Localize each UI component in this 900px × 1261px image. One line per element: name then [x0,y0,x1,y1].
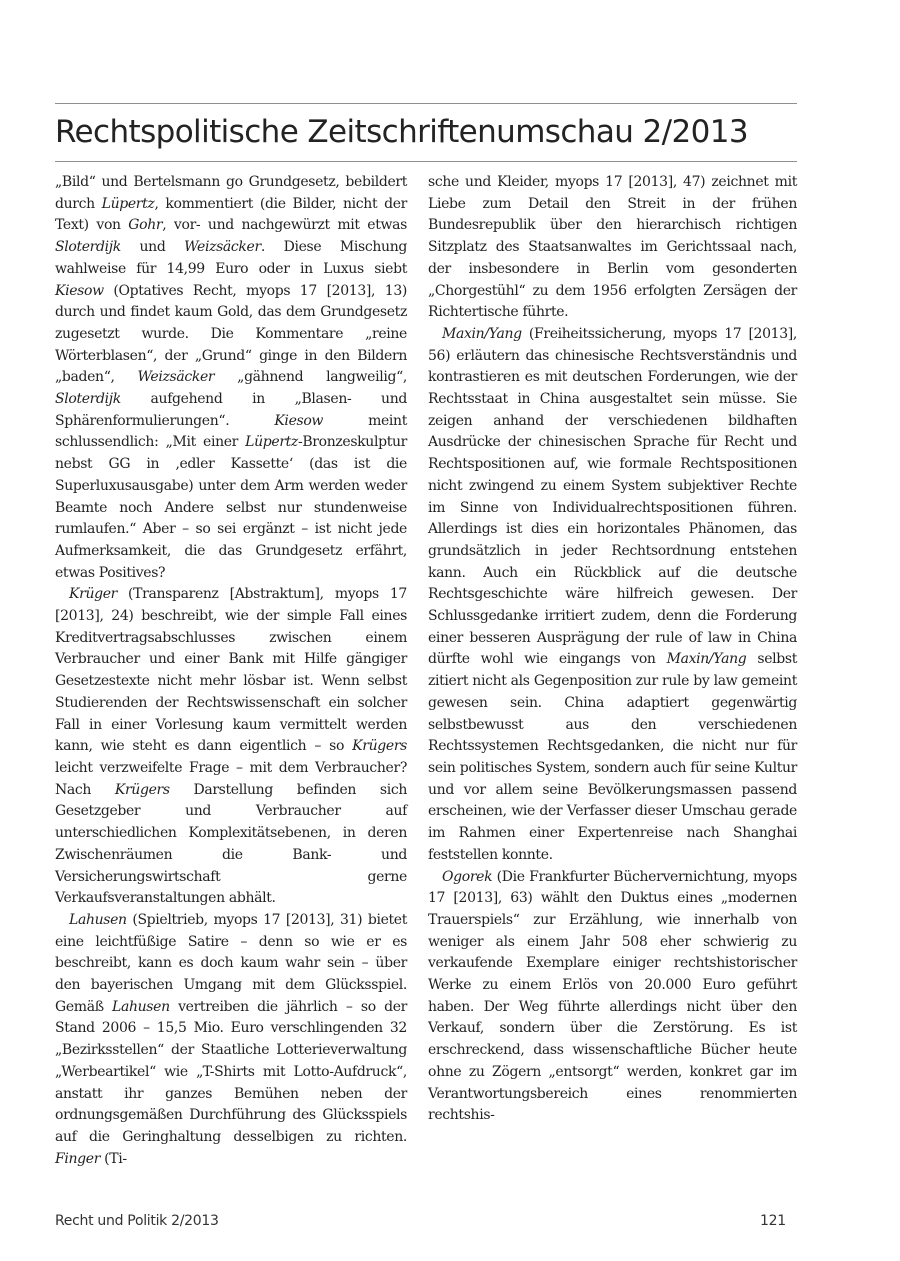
paragraph-lahusen: Lahusen (Spieltrieb, myops 17 [2013], 31) bietet eine leichtfüßige Satire – denn so wie er es beschreibt, kann es doch kaum wahr sein – über den bayerischen Umgang mit dem Glücksspiel. Gemäß Lahusen vertreiben die jährlich – so der Stand 2006 – 15,5 Mio. Euro verschlingenden 32 „Bezirksstellen“ der Staatliche Lotterieverwaltung „Werbeartikel“ wie „T-Shirts mit Lotto-Aufdruck“, anstatt ihr ganzes Bemühen neben der ordnungsgemäßen Durchführung des Glücksspiels auf die Geringhaltung desselbigen zu richten. Finger (Ti- [55,911,407,1167]
paragraph-kiesow: „Bild“ und Bertelsmann go Grundgesetz, bebildert durch Lüpertz, kommentiert (die Bilder, nicht der Text) von Gohr, vor- und nachgewürzt mit etwas Sloterdijk und Weizsäcker. Diese Mischung wahlweise für 14,99 Euro oder in Luxus siebt Kiesow (Optatives Recht, myops 17 [2013], 13) durch und findet kaum Gold, das dem Grundgesetz zugesetzt wurde. Die Kommentare „reine Wörterblasen“, der „Grund“ ginge in den Bildern „baden“, Weizsäcker „gähnend langweilig“, Sloterdijk aufgehend in „Blasen- und Sphärenformulierungen“. Kiesow meint schlussendlich: „Mit einer Lüpertz-Bronzeskulptur nebst GG in ‚edler Kassette‘ (das ist die Superluxusausgabe) unter dem Arm werden weder Beamte noch Andere selbst nur stundenweise rumlaufen.“ Aber – so sei ergänzt – ist nicht jede Aufmerksamkeit, die das Grundgesetz erfährt, etwas Positives? [55,174,407,581]
paragraph-finger-continued: sche und Kleider, myops 17 [2013], 47) zeichnet mit Liebe zum Detail den Streit in der frühen Bundesrepublik über den hierarchisch richtigen Sitzplatz des Staatsanwaltes im Gerichtssaal nach, der insbesondere in Berlin vom gesonderten „Chorgestühl“ zu dem 1956 erfolgten Zersägen der Richtertische führte. [428,174,797,321]
right-text-column [428,172,797,1127]
paragraph-maxin-yang: Maxin/Yang (Freiheitssicherung, myops 17 [2013], 56) erläutern das chinesische Rechtsverständnis und kontrastieren es mit deutschen Forderungen, wie der Rechtsstaat in China ausgestaltet sein müsse. Sie zeigen anhand der verschiedenen bildhaften Ausdrücke der chinesischen Sprache für Recht und Rechtspositionen auf, wie formale Rechtspositionen nicht zwingend zu einem System subjektiver Rechte im Sinne von Individualrechtspositionen führen. Allerdings ist dies ein horizontales Phänomen, das grundsätzlich in jeder Rechtsordnung entstehen kann. Auch ein Rückblick auf die deutsche Rechtsgeschichte wäre hilfreich gewesen. Der Schlussgedanke irritiert zudem, denn die Forderung einer besseren Ausprägung der rule of law in China dürfte wohl wie eingangs von Maxin/Yang selbst zitiert nicht als Gegenposition zur rule by law gemeint gewesen sein. China adaptiert gegenwärtig selbstbewusst aus den verschiedenen Rechtssystemen Rechtsgedanken, die nicht nur für sein politisches System, sondern auch für seine Kultur und vor allem seine Bevölkerungsmassen passend erscheinen, wie der Verfasser dieser Umschau gerade im Rahmen einer Expertenreise nach Shanghai feststellen konnte. [428,325,797,863]
paragraph-ogorek: Ogorek (Die Frankfurter Büchervernichtung, myops 17 [2013], 63) wählt den Duktus eines „modernen Trauerspiels“ zur Erzählung, wie innerhalb von weniger als einem Jahr 508 eher schwierig zu verkaufende Exemplare einiger rechtshistorischer Werke zu einem Erlös von 20.000 Euro geführt haben. Der Weg führte allerdings nicht über den Verkauf, sondern über die Zerstörung. Es ist erschreckend, dass wissenschaftliche Bücher heute ohne zu Zögern „entsorgt“ werden, konkret gar im Verantwortungsbereich eines renommierten rechtshis- [428,868,797,1124]
header-bottom-rule [55,161,797,162]
header-top-rule [55,103,797,104]
paragraph-krueger: Krüger (Transparenz [Abstraktum], myops 17 [2013], 24) beschreibt, wie der simple Fall eines Kreditvertragsabschlusses zwischen einem Verbraucher und einer Bank mit Hilfe gängiger Gesetzestexte nicht mehr lösbar ist. Wenn selbst Studierenden der Rechtswissenschaft ein solcher Fall in einer Vorlesung kaum vermittelt werden kann, wie steht es dann eigentlich – so Krügers leicht verzweifelte Frage – mit dem Verbraucher? Nach Krügers Darstellung befinden sich Gesetzgeber und Verbraucher auf unterschiedlichen Komplexitätsebenen, in deren Zwischenräumen die Bank- und Versicherungswirtschaft gerne Verkaufsveranstaltungen abhält. [55,586,407,907]
footer-page-number: 121 [760,1213,786,1229]
page-title: Rechtspolitische Zeitschriftenumschau 2/2013 [55,114,748,150]
left-text-column [55,172,407,1170]
footer-journal: Recht und Politik 2/2013 [55,1213,219,1229]
